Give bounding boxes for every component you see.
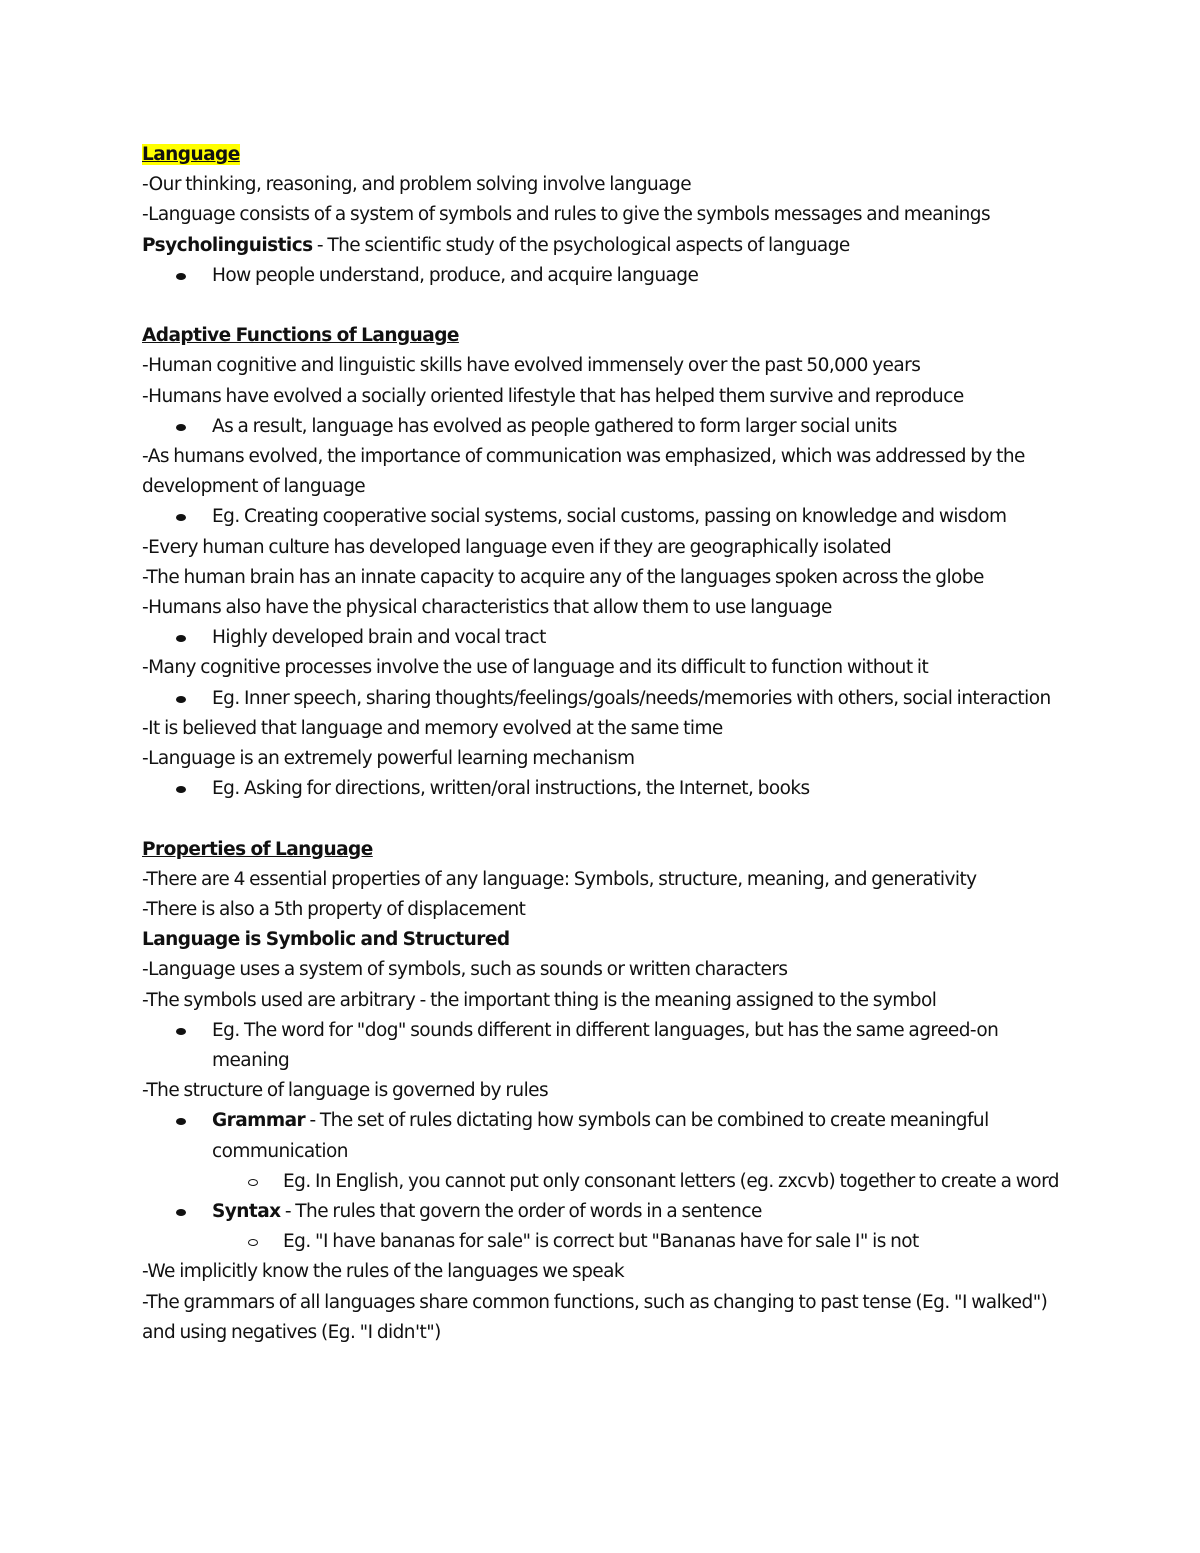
bullet-item: How people understand, produce, and acquire language: [142, 261, 1062, 291]
bullet-dot-icon: [176, 273, 186, 280]
bullet-grammar: [142, 1106, 1062, 1166]
term-psycholinguistics: Psycholinguistics: [142, 234, 313, 256]
heading-language: Language: [142, 144, 240, 165]
text-line: -There are 4 essential properties of any language: Symbols, structure, meaning, and generativity: [142, 868, 977, 890]
sub-bullet-item: Eg. In English, you cannot put only consonant letters (eg. zxcvb) together to create a word: [142, 1167, 1062, 1197]
text-line: -Language is an extremely powerful learning mechanism: [142, 748, 635, 770]
section-language: [142, 140, 1062, 170]
text-line: -As humans evolved, the importance of communication was emphasized, which was addressed by the development of language: [142, 446, 1025, 498]
bullet-item: Eg. Creating cooperative social systems, social customs, passing on knowledge and wisdom: [142, 502, 1062, 532]
hollow-circle-icon: [248, 1239, 258, 1246]
spacer: [142, 291, 1062, 321]
heading-adaptive-functions: Adaptive Functions of Language: [142, 325, 459, 347]
bullet-item: Highly developed brain and vocal tract: [142, 623, 1062, 653]
text-line: -The structure of language is governed by rules: [142, 1080, 549, 1102]
term-definition: - The rules that govern the order of words in a sentence: [280, 1201, 762, 1223]
term-definition: - The set of rules dictating how symbols can be combined to create meaningful communication: [212, 1110, 989, 1162]
text-line: -The human brain has an innate capacity to acquire any of the languages spoken across the globe: [142, 566, 984, 588]
spacer: [142, 804, 1062, 834]
bullet-dot-icon: [176, 635, 186, 642]
bullet-dot-icon: [176, 696, 186, 703]
bullet-dot-icon: [176, 1118, 186, 1125]
text-line: -Our thinking, reasoning, and problem solving involve language: [142, 174, 692, 196]
text-line: -The grammars of all languages share common functions, such as changing to past tense (Eg. "I walked") and using negatives (Eg. "I didn't"): [142, 1291, 1048, 1343]
text-line: -Language uses a system of symbols, such as sounds or written characters: [142, 959, 788, 981]
bullet-dot-icon: [176, 1028, 186, 1035]
bullet-item: Eg. Inner speech, sharing thoughts/feelings/goals/needs/memories with others, social interaction: [142, 684, 1062, 714]
text-line: -Humans have evolved a socially oriented lifestyle that has helped them survive and reproduce: [142, 385, 964, 407]
subheading-symbolic-structured: Language is Symbolic and Structured: [142, 929, 510, 951]
bullet-item: Eg. Asking for directions, written/oral instructions, the Internet, books: [142, 774, 1062, 804]
sub-bullet-item: Eg. "I have bananas for sale" is correct but "Bananas have for sale I" is not: [142, 1227, 1062, 1257]
bullet-item: Eg. The word for "dog" sounds different in different languages, but has the same agreed-on meaning: [142, 1016, 1062, 1076]
text-line: -Language consists of a system of symbols and rules to give the symbols messages and meanings: [142, 204, 991, 226]
term-definition: - The scientific study of the psychological aspects of language: [312, 234, 850, 256]
bullet-item: As a result, language has evolved as people gathered to form larger social units: [142, 412, 1062, 442]
bullet-dot-icon: [176, 424, 186, 431]
bullet-dot-icon: [176, 786, 186, 793]
document-body: [142, 140, 1062, 1348]
term-grammar: Grammar: [212, 1110, 306, 1132]
text-line: -The symbols used are arbitrary - the important thing is the meaning assigned to the symbol: [142, 989, 937, 1011]
definition-psycholinguistics: [142, 231, 1062, 261]
section-properties: [142, 835, 1062, 865]
text-line: -Many cognitive processes involve the use of language and its difficult to function without it: [142, 657, 929, 679]
heading-properties: Properties of Language: [142, 838, 373, 860]
hollow-circle-icon: [248, 1179, 258, 1186]
bullet-dot-icon: [176, 514, 186, 521]
text-line: -There is also a 5th property of displacement: [142, 899, 526, 921]
bullet-syntax: [142, 1197, 1062, 1227]
text-line: -We implicitly know the rules of the languages we speak: [142, 1261, 625, 1283]
bullet-dot-icon: [176, 1209, 186, 1216]
text-line: -Every human culture has developed language even if they are geographically isolated: [142, 536, 892, 558]
section-adaptive: [142, 321, 1062, 351]
text-line: -It is believed that language and memory evolved at the same time: [142, 717, 723, 739]
term-syntax: Syntax: [212, 1201, 281, 1223]
text-line: -Humans also have the physical characteristics that allow them to use language: [142, 597, 832, 619]
text-line: -Human cognitive and linguistic skills have evolved immensely over the past 50,000 years: [142, 355, 921, 377]
